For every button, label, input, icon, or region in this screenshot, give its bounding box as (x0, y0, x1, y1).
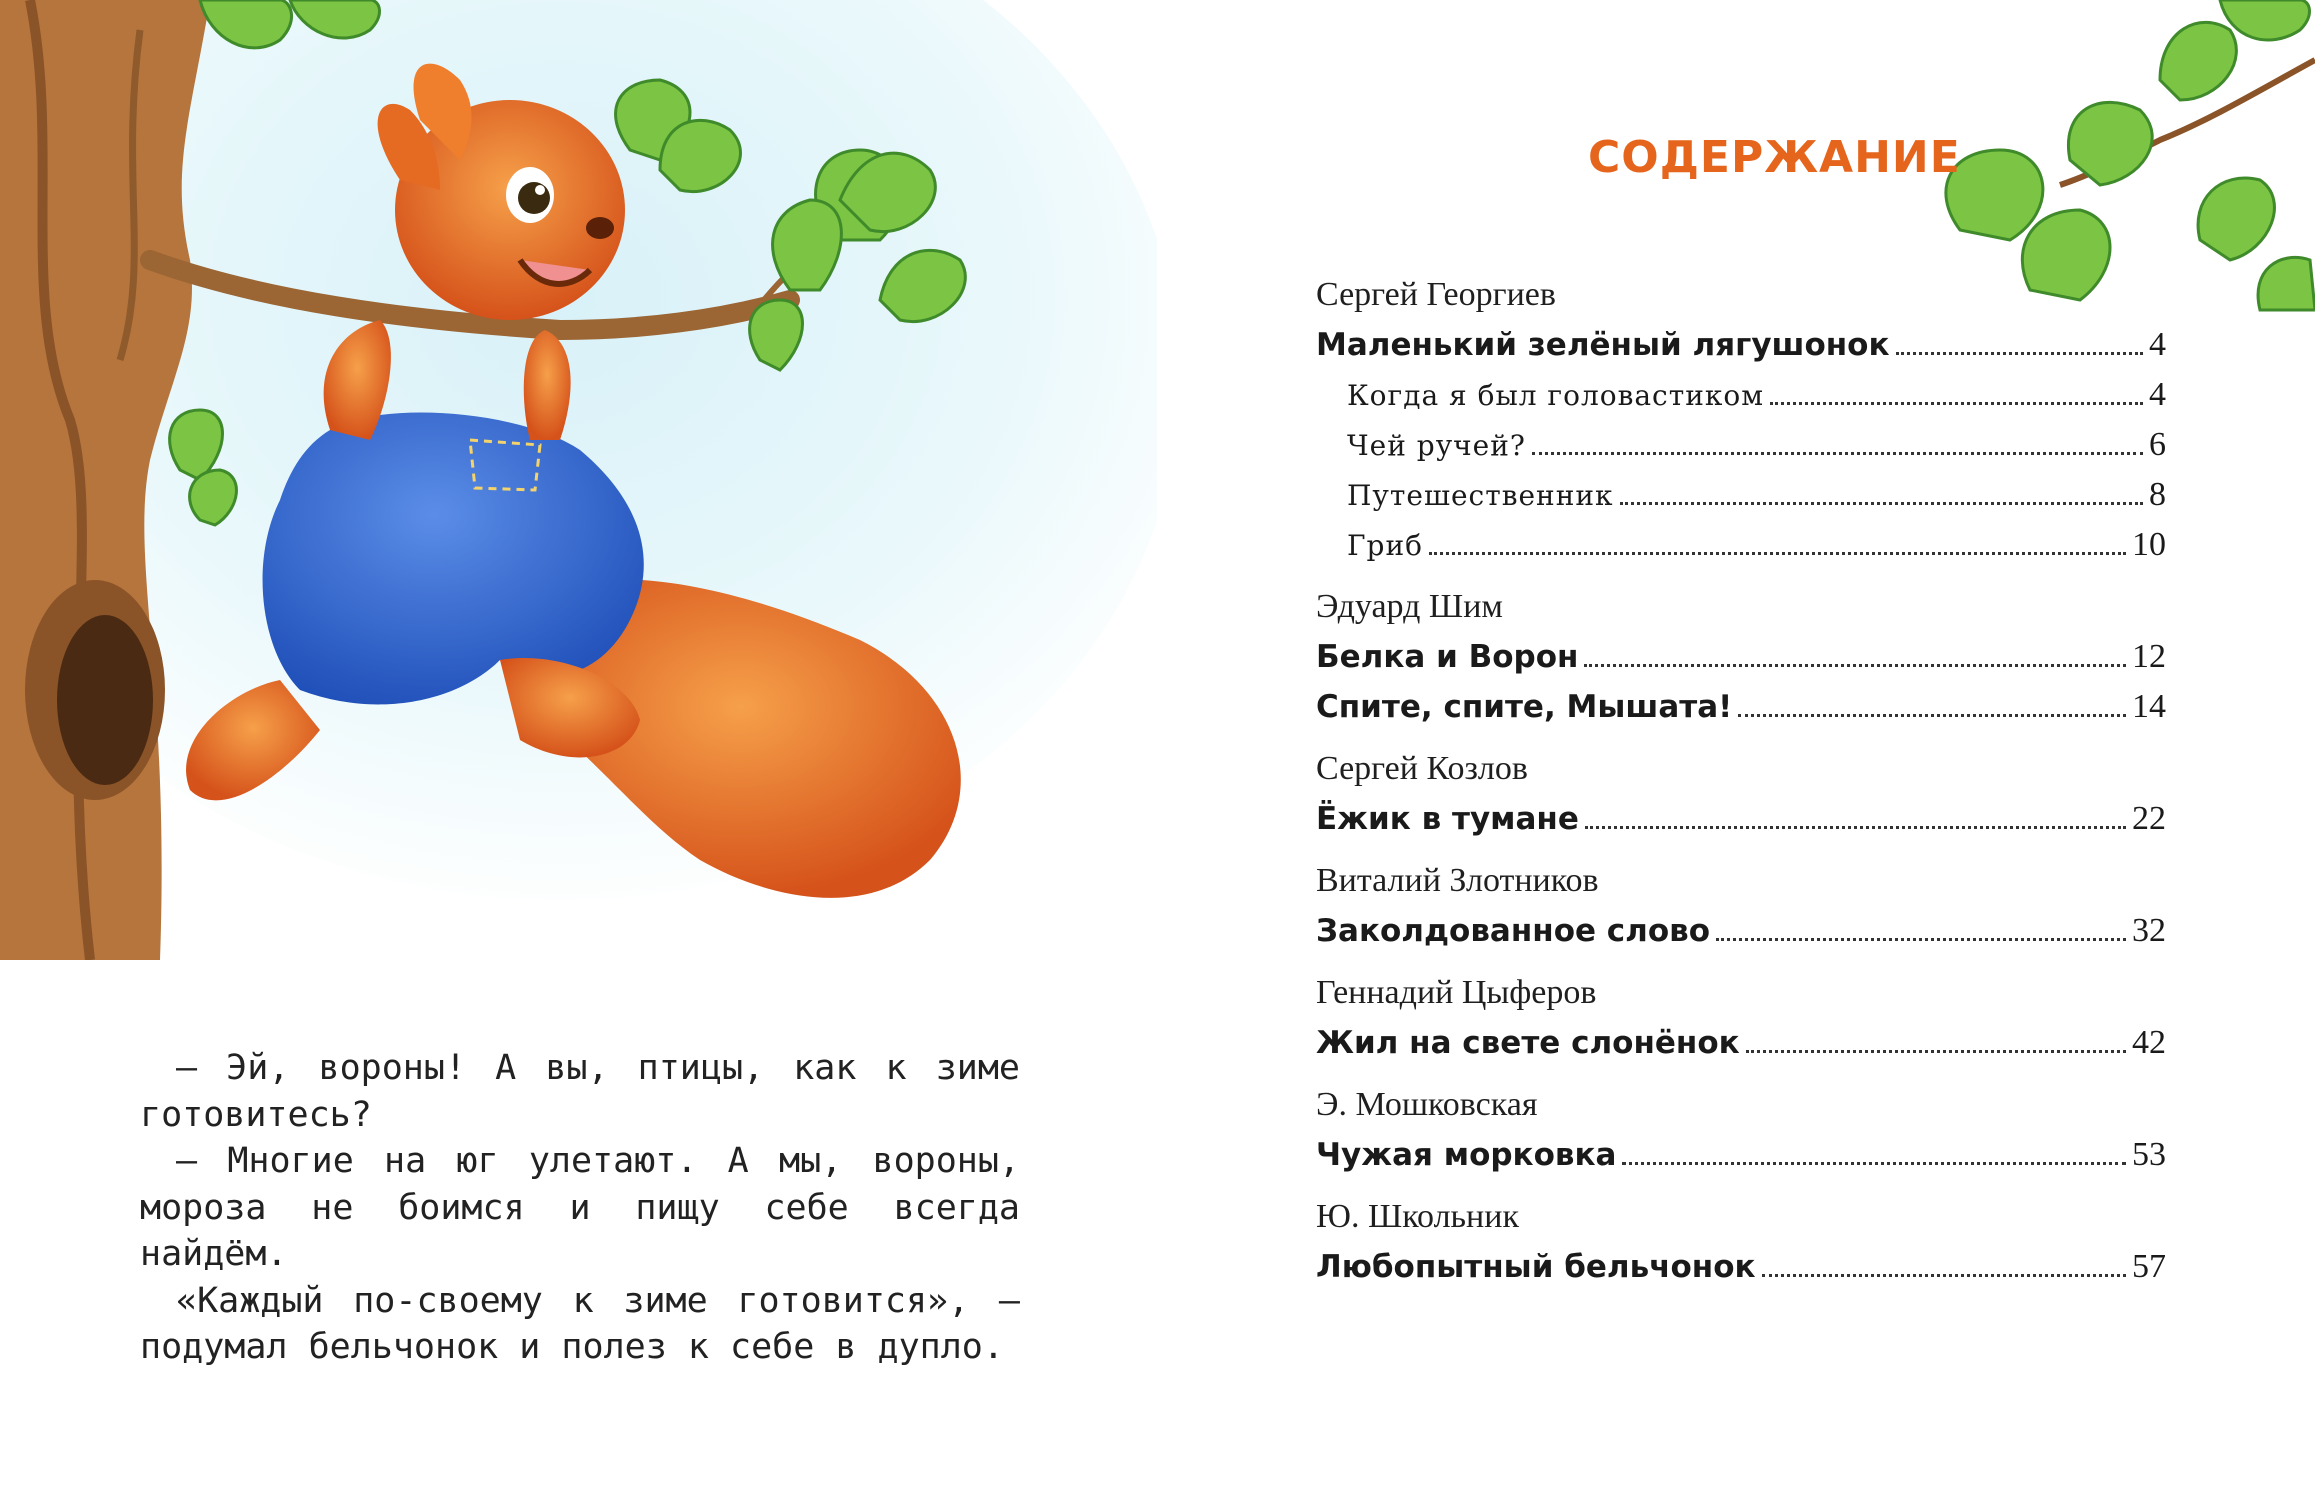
toc-entry-title: Белка и Ворон (1316, 639, 1579, 675)
toc-entry-title: Когда я был головастиком (1347, 379, 1765, 412)
squirrel-illustration (0, 0, 1157, 960)
toc-leader-dots (1770, 402, 2143, 405)
toc-group (1316, 582, 2166, 732)
toc-entry[interactable] (1316, 470, 2166, 520)
story-paragraph: «Каждый по-своему к зиме готовится», — подумал бельчонок и полез к себе в дупло. (140, 1280, 1020, 1367)
toc-entry-title: Чей ручей? (1347, 429, 1526, 462)
story-paragraph: — Многие на юг улетают. А мы, вороны, мороза не боимся и пищу себе всегда найдём. (140, 1141, 1020, 1274)
toc-entry[interactable] (1316, 420, 2166, 470)
toc-author: Эдуард Шим (1316, 588, 1503, 625)
toc-leader-dots (1585, 826, 2126, 829)
toc-heading: СОДЕРЖАНИЕ (1588, 132, 1961, 183)
toc-page-number: 8 (2149, 476, 2166, 513)
toc-entry[interactable] (1316, 1242, 2166, 1292)
toc-entry-title: Гриб (1347, 529, 1423, 562)
toc-entry-title: Спите, спите, Мышата! (1316, 689, 1733, 725)
toc-page-number: 14 (2132, 688, 2166, 725)
story-paragraph: — Эй, вороны! А вы, птицы, как к зиме готовитесь? (140, 1048, 1020, 1135)
toc-group (1316, 270, 2166, 570)
toc-leader-dots (1429, 552, 2126, 555)
toc-author: Ю. Школьник (1316, 1198, 1519, 1235)
toc-leader-dots (1762, 1274, 2126, 1277)
toc-author: Виталий Злотников (1316, 862, 1599, 899)
toc-entry[interactable] (1316, 320, 2166, 370)
toc-entry[interactable] (1316, 520, 2166, 570)
toc-entry[interactable] (1316, 682, 2166, 732)
toc-author: Геннадий Цыферов (1316, 974, 1597, 1011)
toc-leader-dots (1896, 352, 2143, 355)
toc-page-number: 6 (2149, 426, 2166, 463)
toc-entry-title: Маленький зелёный лягушонок (1316, 327, 1890, 363)
toc-page-number: 22 (2132, 800, 2166, 837)
toc-entry[interactable] (1316, 370, 2166, 420)
toc-entry-title: Чужая морковка (1316, 1137, 1617, 1173)
toc-entry[interactable] (1316, 906, 2166, 956)
toc-entry[interactable] (1316, 794, 2166, 844)
left-page (0, 0, 1157, 1506)
toc-page-number: 57 (2132, 1248, 2166, 1285)
toc-author: Сергей Георгиев (1316, 276, 1556, 313)
toc-page-number: 12 (2132, 638, 2166, 675)
toc-leader-dots (1584, 664, 2126, 667)
toc-group (1316, 1192, 2166, 1292)
toc-group (1316, 744, 2166, 844)
toc-author: Э. Мошковская (1316, 1086, 1538, 1123)
toc-entry-title: Любопытный бельчонок (1316, 1249, 1756, 1285)
toc-group (1316, 1080, 2166, 1180)
toc-entry[interactable] (1316, 632, 2166, 682)
toc-leader-dots (1746, 1050, 2126, 1053)
toc-leader-dots (1622, 1162, 2126, 1165)
toc-entry-title: Жил на свете слонёнок (1316, 1025, 1740, 1061)
toc-leader-dots (1738, 714, 2126, 717)
toc-page-number: 42 (2132, 1024, 2166, 1061)
toc-entry[interactable] (1316, 1018, 2166, 1068)
toc-entry-title: Заколдованное слово (1316, 913, 1711, 949)
toc-author: Сергей Козлов (1316, 750, 1528, 787)
toc-entry[interactable] (1316, 1130, 2166, 1180)
table-of-contents (1316, 270, 2166, 1292)
toc-page-number: 4 (2149, 326, 2166, 363)
toc-entry-title: Ёжик в тумане (1316, 801, 1579, 837)
toc-leader-dots (1532, 452, 2143, 455)
toc-leader-dots (1620, 502, 2143, 505)
toc-group (1316, 856, 2166, 956)
toc-page-number: 10 (2132, 526, 2166, 563)
toc-entry-title: Путешественник (1347, 479, 1614, 512)
toc-leader-dots (1716, 938, 2126, 941)
toc-group (1316, 968, 2166, 1068)
toc-page-number: 32 (2132, 912, 2166, 949)
story-text (140, 1045, 1020, 1371)
toc-page-number: 53 (2132, 1136, 2166, 1173)
toc-page-number: 4 (2149, 376, 2166, 413)
